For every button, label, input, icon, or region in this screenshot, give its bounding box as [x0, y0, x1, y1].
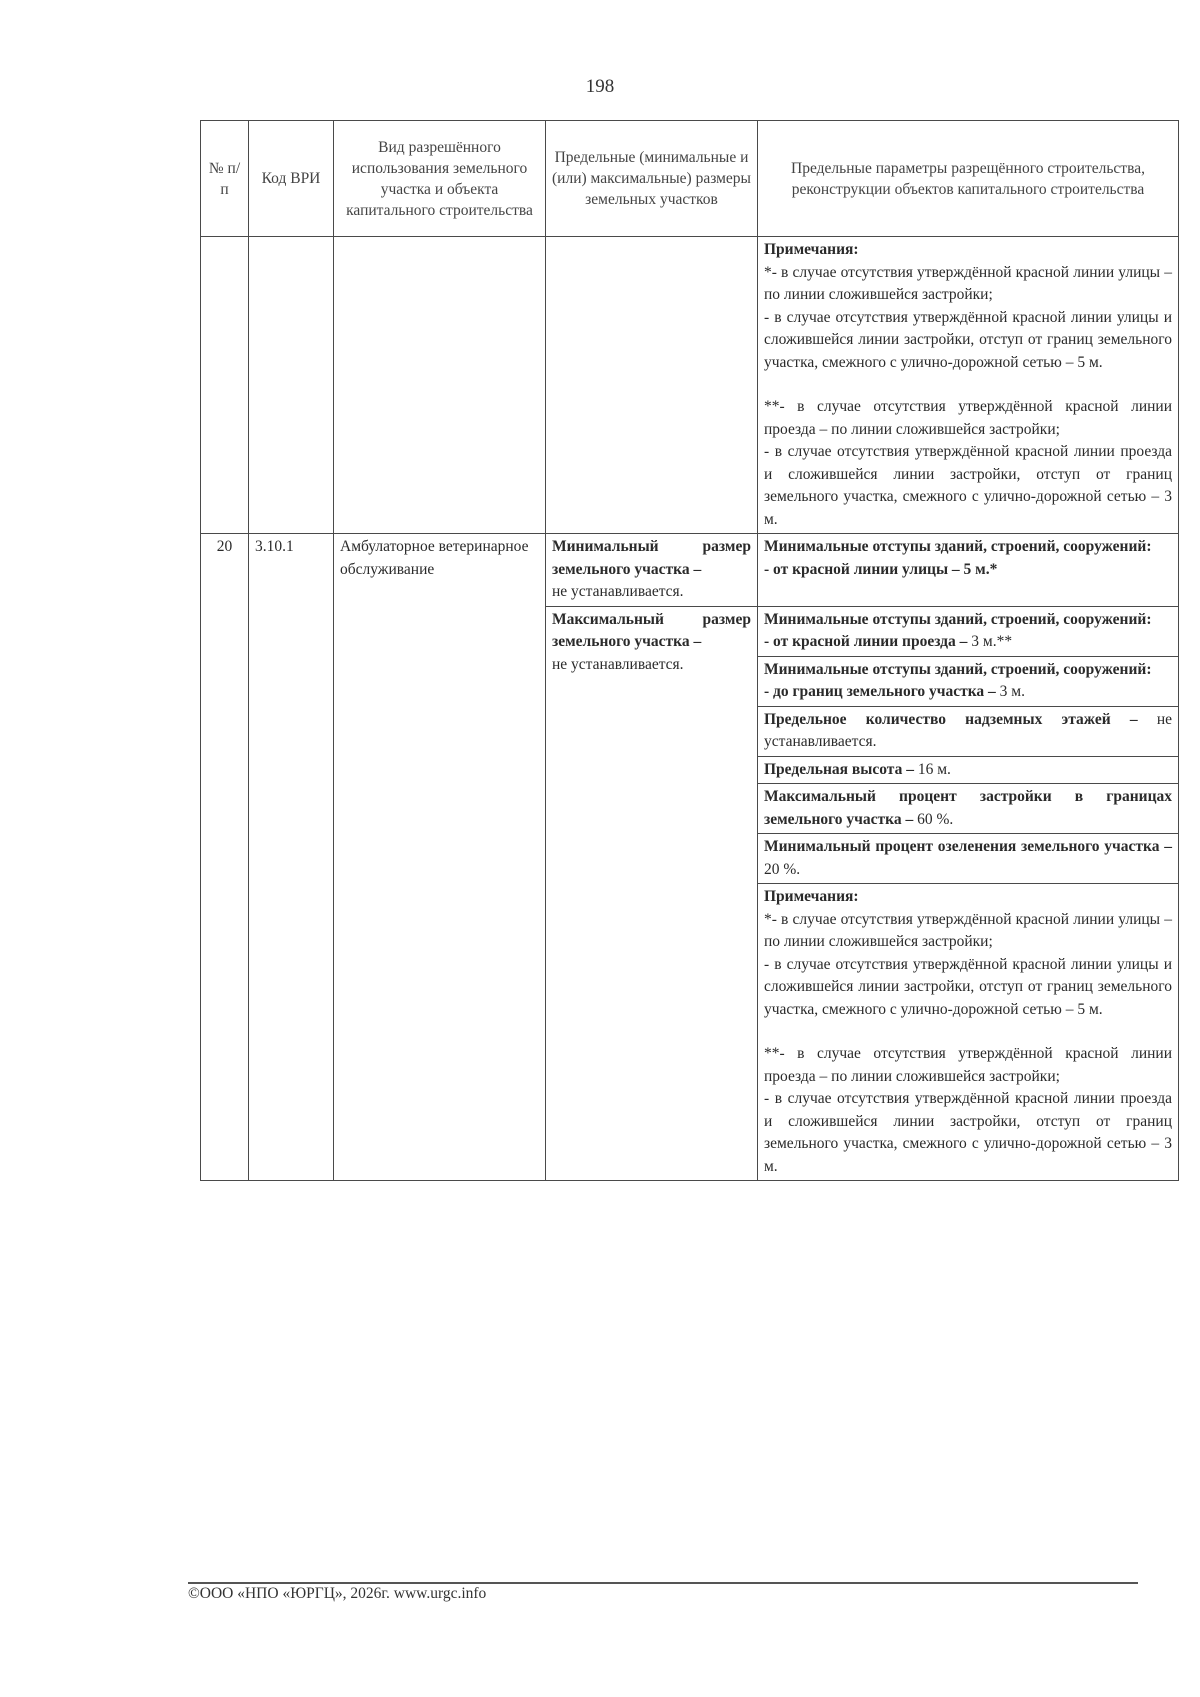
param-label: - до границ земельного участка – [764, 683, 996, 700]
header-num: № п/п [201, 121, 249, 237]
footer-divider [188, 1582, 1138, 1584]
param-label: Предельное количество надземных этажей – [764, 710, 1138, 728]
row-code: 3.10.1 [249, 534, 334, 1181]
row-number: 20 [201, 534, 249, 1181]
param-value: 16 м. [913, 760, 951, 778]
notes-title: Примечания: [764, 241, 859, 258]
note-text: - в случае отсутствия утверждённой красной линии улицы и сложившейся линии застройки, отступ от границ земельного участка, смежного с улично-дорожной сетью – 5 м. [764, 308, 1172, 371]
param-green-cell [758, 834, 1179, 884]
param-build-cell [758, 784, 1179, 834]
notes-title: Примечания: [764, 888, 859, 905]
cell-empty [546, 237, 758, 534]
table-row-continuation [201, 237, 1179, 534]
footer-copyright: ©ООО «НПО «ЮРГЦ», 2026г. www.urgc.info [188, 1585, 487, 1602]
param-border-cell [758, 656, 1179, 706]
param-label: Предельная высота – [764, 760, 914, 778]
min-size-cell [546, 534, 758, 607]
page-number: 198 [585, 76, 615, 97]
note-text: **- в случае отсутствия утверждённой красной линии проезда – по линии сложившейся застройки; [764, 398, 1172, 438]
note-text: - в случае отсутствия утверждённой красной линии улицы и сложившейся линии застройки, отступ от границ земельного участка, смежного с улично-дорожной сетью – 5 м. [764, 955, 1172, 1018]
cell-empty [201, 237, 249, 534]
min-size-value: не устанавливается. [552, 583, 684, 600]
param-value: не устанавливается. [764, 710, 1172, 750]
row-use: Амбулаторное ветеринарное обслуживание [334, 534, 546, 1181]
param-label: Минимальные отступы зданий, строений, сооружений: [764, 660, 1152, 678]
header-sizes: Предельные (минимальные и (или) максимальные) размеры земельных участков [546, 121, 758, 237]
param-label: Минимальный процент озеленения земельного участка – [764, 838, 1172, 855]
param-height-cell [758, 756, 1179, 784]
note-text: *- в случае отсутствия утверждённой красной линии улицы – по линии сложившейся застройки; [764, 263, 1172, 303]
param-value: - от красной линии улицы – 5 м.* [764, 560, 998, 578]
param-label: Минимальные отступы зданий, строений, сооружений: [764, 538, 1152, 555]
note-text: *- в случае отсутствия утверждённой красной линии улицы – по линии сложившейся застройки; [764, 910, 1172, 950]
row20-notes-cell [758, 884, 1179, 1181]
note-text: **- в случае отсутствия утверждённой красной линии проезда – по линии сложившейся застройки; [764, 1045, 1172, 1085]
cell-empty [249, 237, 334, 534]
zoning-table [200, 120, 1179, 1181]
param-street-cell [758, 534, 1179, 607]
max-size-cell [546, 606, 758, 1181]
header-params: Предельные параметры разрещённого строительства, реконструкции объектов капитального строительства [758, 121, 1179, 237]
param-label: - от красной линии проезда – [764, 633, 968, 650]
param-value: 60 %. [913, 810, 954, 828]
header-code: Код ВРИ [249, 121, 334, 237]
param-value: 3 м. [995, 683, 1025, 700]
param-floors-cell [758, 706, 1179, 756]
cell-empty [334, 237, 546, 534]
max-size-value: не устанавливается. [552, 655, 684, 673]
table-header-row [201, 121, 1179, 237]
param-drive-cell [758, 606, 1179, 656]
param-label: Максимальный процент застройки в границах земельного участка – [764, 788, 1172, 828]
min-size-label: Минимальный размер земельного участка – [552, 538, 751, 578]
continuation-notes-cell [758, 237, 1179, 534]
note-text: - в случае отсутствия утверждённой красной линии проезда и сложившейся линии застройки, отступ от границ земельного участка, смежного с улично-дорожной сетью – 3 м. [764, 1090, 1172, 1175]
param-value: 20 %. [764, 860, 801, 878]
param-value: 3 м.** [967, 633, 1013, 650]
header-use: Вид разрешённого использования земельного участка и объекта капитального строительства [334, 121, 546, 237]
note-text: - в случае отсутствия утверждённой красной линии проезда и сложившейся линии застройки, отступ от границ земельного участка, смежного с улично-дорожной сетью – 3 м. [764, 443, 1172, 528]
table-row-20 [201, 534, 1179, 607]
param-label: Минимальные отступы зданий, строений, сооружений: [764, 610, 1152, 628]
max-size-label: Максимальный размер земельного участка – [552, 610, 751, 650]
